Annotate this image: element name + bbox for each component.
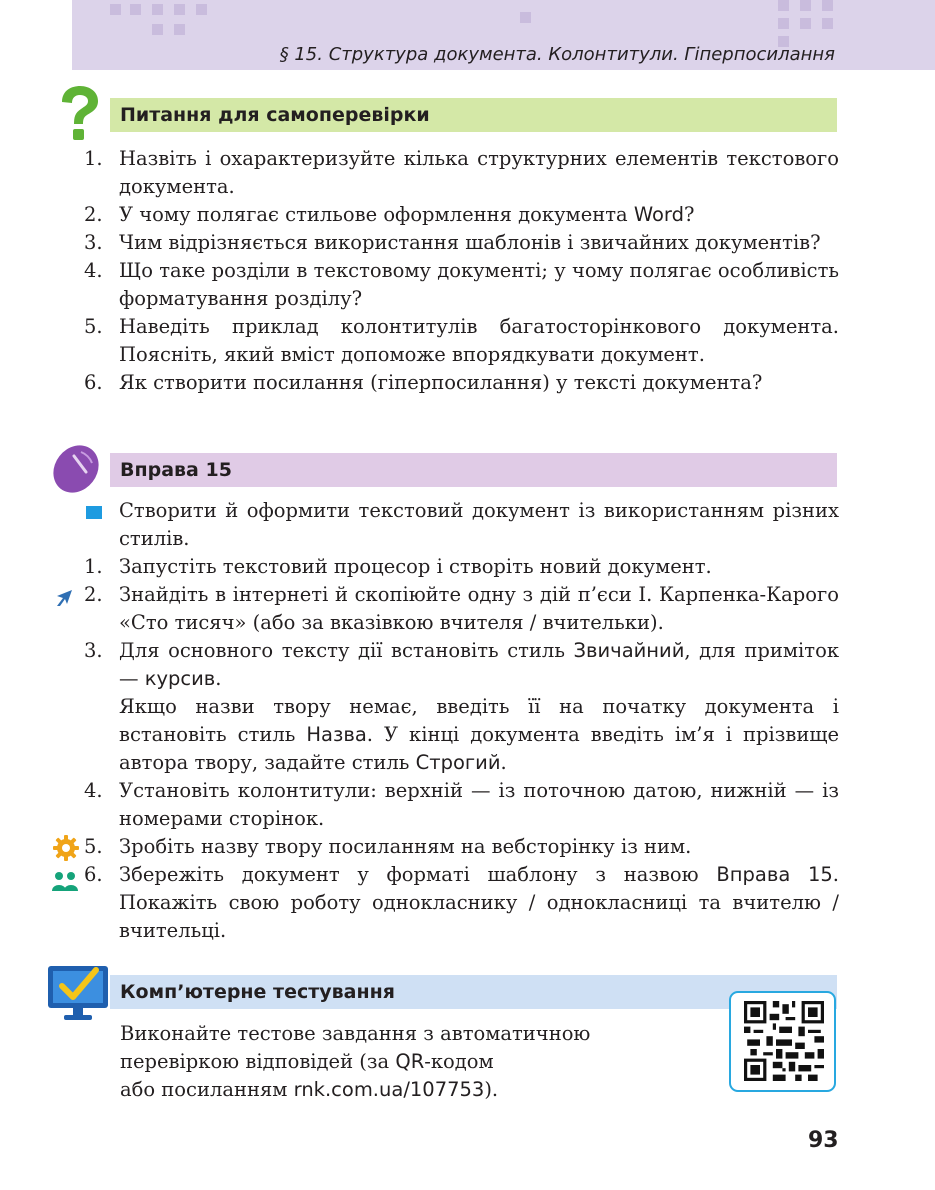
decor-square [822, 18, 833, 29]
style-name: Назва [306, 723, 367, 746]
exercise-heading: Вправа 15 [110, 453, 837, 487]
decor-square [130, 4, 141, 15]
style-name: курсив [144, 667, 216, 690]
step-text: . [215, 667, 222, 690]
question-text: Що таке розділи в текстовому документі; у чому полягає особливість форматування розділу? [119, 259, 839, 310]
list-item [84, 777, 839, 833]
list-item [84, 833, 839, 861]
list-item [84, 257, 839, 313]
step-text: , для приміток — [119, 639, 840, 690]
test-link[interactable]: rnk.com.ua/107753 [293, 1078, 485, 1101]
item-number: 6. [84, 863, 103, 886]
gear-icon [52, 834, 80, 862]
test-text-qr: QR [395, 1050, 425, 1073]
monitor-check-icon [46, 964, 112, 1022]
self-check-heading: Питання для самоперевірки [110, 98, 837, 132]
decor-square [520, 12, 531, 23]
list-item [84, 581, 839, 637]
step-text: Установіть колонтитули: верхній — із поточною датою, нижній — із номерами сторінок. [119, 779, 839, 830]
exercise-steps [84, 497, 839, 945]
item-number: 1. [84, 555, 103, 578]
test-line: Виконайте тестове завдання з автоматичною [120, 1022, 591, 1045]
item-number: 4. [84, 779, 103, 802]
item-number: 4. [84, 259, 103, 282]
exercise-intro [84, 497, 839, 553]
computer-test-heading: Комп’ютерне тестування [110, 975, 837, 1009]
question-text: Назвіть і охарактеризуйте кілька структурних елементів текстового документа. [119, 147, 839, 198]
list-item [84, 861, 839, 945]
question-text-word: Word [633, 203, 684, 226]
qr-code-icon [744, 1001, 824, 1081]
item-number: 5. [84, 315, 103, 338]
test-text-part: ). [484, 1078, 499, 1101]
page-number: 93 [808, 1128, 839, 1153]
list-item [84, 229, 839, 257]
question-mark-icon [56, 84, 102, 144]
test-text-part: -кодом [424, 1050, 494, 1073]
decor-square [822, 0, 833, 11]
question-text: У чому полягає стильове оформлення документа [119, 203, 634, 226]
item-number: 6. [84, 371, 103, 394]
style-name: Звичайний [573, 639, 685, 662]
decor-square [778, 0, 789, 11]
item-number: 3. [84, 639, 103, 662]
test-text-part: перевіркою відповідей (за [120, 1050, 396, 1073]
people-icon [50, 870, 80, 892]
running-header-title: § 15. Структура документа. Колонтитули. Гіперпосилання [279, 44, 835, 65]
item-number: 2. [84, 583, 103, 606]
decor-square [174, 4, 185, 15]
decor-square [174, 24, 185, 35]
intro-text: Створити й оформити текстовий документ із використанням різних стилів. [119, 499, 839, 550]
question-text: Наведіть приклад колонтитулів багатосторінкового документа. Поясніть, який вміст допоможе впорядкувати документ. [119, 315, 839, 366]
list-item [84, 553, 839, 581]
step-text: Запустіть текстовий процесор і створіть новий документ. [119, 555, 712, 578]
question-text-end: ? [683, 203, 695, 226]
test-text-part: або посиланням [120, 1078, 294, 1101]
decor-square [778, 18, 789, 29]
step-text: Знайдіть в інтернеті й скопіюйте одну з дій п’єси І. Карпенка-Карого «Сто тисяч» (або за вказівкою вчителя / вчительки). [119, 583, 839, 634]
item-number: 3. [84, 231, 103, 254]
step-text: . Покажіть свою роботу однокласнику / однокласниці та вчителю / вчительці. [119, 863, 839, 942]
decor-square [196, 4, 207, 15]
item-number: 1. [84, 147, 103, 170]
qr-code-box[interactable] [729, 991, 836, 1092]
step-text: Для основного тексту дії встановіть стиль [119, 639, 574, 662]
self-check-questions [84, 145, 839, 397]
list-item [84, 637, 839, 777]
decor-square [152, 24, 163, 35]
test-line [120, 1076, 680, 1104]
test-line [120, 1048, 680, 1076]
style-name: Строгий [415, 751, 501, 774]
item-number: 5. [84, 835, 103, 858]
step-text: Якщо назви твору немає, введіть її на початку документа і встановіть стиль [119, 695, 839, 746]
item-number: 2. [84, 203, 103, 226]
decor-square [110, 4, 121, 15]
list-item [84, 201, 839, 229]
list-item [84, 369, 839, 397]
decor-square [800, 0, 811, 11]
question-text: Чим відрізняється використання шаблонів і звичайних документів? [119, 231, 821, 254]
computer-test-text [120, 1020, 680, 1104]
decor-square [800, 18, 811, 29]
mouse-icon [48, 442, 102, 496]
step-text: . [500, 751, 507, 774]
question-text: Як створити посилання (гіперпосилання) у тексті документа? [119, 371, 763, 394]
step-text: Збережіть документ у форматі шаблону з назвою [119, 863, 717, 886]
step-text: Зробіть назву твору посиланням на вебсторінку із ним. [119, 835, 692, 858]
step-text: . У кінці документа введіть ім’я і прізвище автора твору, задайте стиль [119, 723, 839, 774]
template-name: Вправа 15 [716, 863, 833, 886]
arrow-cursor-icon [54, 588, 74, 608]
decor-square [152, 4, 163, 15]
list-item [84, 145, 839, 201]
list-item [84, 313, 839, 369]
